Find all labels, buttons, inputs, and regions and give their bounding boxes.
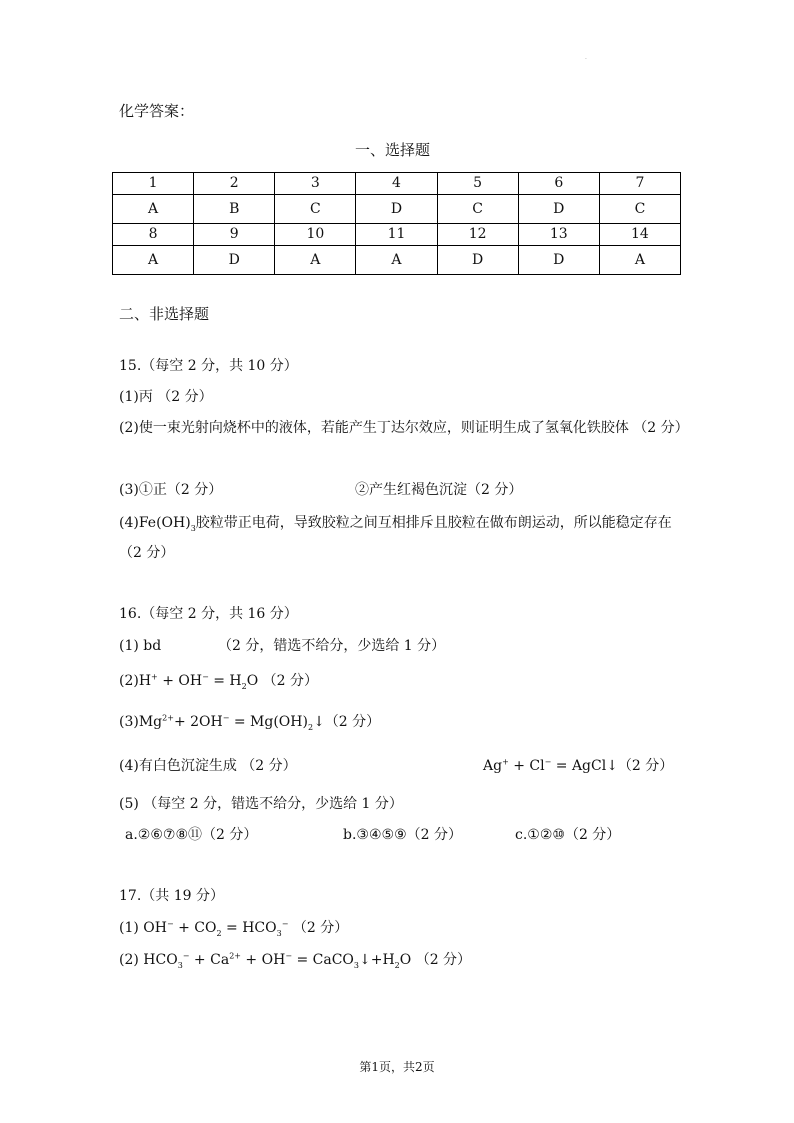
q16-answer-1-right: （2 分，错选不给分，少选给 1 分） — [218, 638, 446, 654]
q15-a4-post: 胶粒带正电荷，导致胶粒之间互相排斥且胶粒在做布朗运动，所以能稳定存在（2 分） — [119, 515, 672, 561]
table-cell: D — [437, 246, 518, 275]
q16-a2-text: O （2 分） — [246, 673, 319, 689]
q17-a1-sub: 3 — [276, 928, 282, 938]
q16-a2-sup: − — [202, 672, 209, 682]
q17-a2-text: + Ca — [189, 952, 230, 968]
q16-a3-text: ↓（2 分） — [313, 714, 381, 730]
table-cell: 3 — [275, 173, 356, 195]
q15-a4-pre: (4)Fe(OH) — [119, 515, 191, 531]
q16-a3-text: (3)Mg — [119, 714, 163, 730]
q17-a1-sup: − — [281, 919, 289, 929]
q16-answer-1-left: (1) bd — [119, 638, 162, 654]
q17-a2-text: = CaCO — [292, 952, 354, 968]
q17-answer-1 — [119, 918, 348, 938]
table-cell: C — [437, 195, 518, 224]
q16-a4-text: = AgCl↓（2 分） — [551, 758, 674, 774]
q16-answer-4-right — [483, 756, 673, 776]
q16-answer-4-left: (4)有白色沉淀生成 （2 分） — [119, 758, 297, 774]
table-cell: A — [275, 246, 356, 275]
table-cell: 10 — [275, 224, 356, 246]
q17-answer-2 — [119, 950, 471, 970]
table-cell: B — [194, 195, 275, 224]
table-cell: C — [275, 195, 356, 224]
q16-a4-sup: + — [502, 757, 509, 767]
q17-a2-text: O （2 分） — [399, 952, 472, 968]
table-cell: D — [194, 246, 275, 275]
page-footer: 第1页，共2页 — [359, 1060, 435, 1074]
q17-a2-text: (2) HCO — [119, 952, 178, 968]
q17-a1-text: = HCO — [221, 920, 277, 936]
q15-answer-3-right: ②产生红褐色沉淀（2 分） — [355, 482, 523, 498]
q17-a2-sup: 2+ — [229, 951, 241, 961]
q15-a4-sub: 3 — [190, 523, 196, 533]
q16-a3-sup: − — [222, 713, 230, 723]
answer-table — [112, 172, 681, 275]
table-row-numbers-2 — [113, 224, 681, 246]
table-cell: 2 — [194, 173, 275, 195]
q16-a2-text: (2)H — [119, 673, 152, 689]
q17-a1-text: (1) OH — [119, 920, 167, 936]
q16-a4-sup: − — [544, 757, 552, 767]
table-cell: 14 — [599, 224, 680, 246]
q17-a2-sup: − — [285, 951, 293, 961]
table-cell: A — [599, 246, 680, 275]
q17-a2-sub: 3 — [177, 960, 183, 970]
table-cell: A — [113, 246, 194, 275]
table-cell: D — [518, 195, 599, 224]
page-mark: · — [585, 56, 587, 63]
table-cell: D — [518, 246, 599, 275]
section2-title: 二、非选择题 — [119, 305, 210, 323]
q17-a1-text: （2 分） — [288, 920, 349, 936]
q16-title: 16.（每空 2 分，共 16 分） — [119, 606, 298, 622]
q16-a3-text: + 2OH — [173, 714, 223, 730]
table-cell: D — [356, 195, 437, 224]
q15-title: 15.（每空 2 分，共 10 分） — [119, 358, 298, 374]
q16-a2-text: = H — [208, 673, 242, 689]
table-row-numbers-1 — [113, 173, 681, 195]
table-cell: 6 — [518, 173, 599, 195]
table-cell: 1 — [113, 173, 194, 195]
table-cell: A — [356, 246, 437, 275]
q17-a2-sub: 2 — [394, 960, 400, 970]
q17-a1-text: + CO — [173, 920, 217, 936]
q16-answer-5c: c.①②⑩（2 分） — [515, 827, 621, 843]
table-row-answers-1 — [113, 195, 681, 224]
q16-a4-text: Ag — [483, 758, 503, 774]
q15-answer-1: (1)丙 （2 分） — [119, 389, 213, 405]
q16-answer-5b: b.③④⑤⑨（2 分） — [343, 827, 462, 843]
q16-answer-5: (5) （每空 2 分，错选不给分，少选给 1 分） — [119, 796, 403, 812]
section1-title: 一、选择题 — [355, 141, 431, 159]
q17-a2-sup: − — [182, 951, 190, 961]
q15-answer-3-left: (3)①正（2 分） — [119, 482, 223, 498]
table-cell: 12 — [437, 224, 518, 246]
q16-a2-text: + OH — [157, 673, 203, 689]
q15-answer-4 — [119, 508, 689, 568]
q17-a1-sup: − — [166, 919, 174, 929]
table-cell: C — [599, 195, 680, 224]
table-cell: 9 — [194, 224, 275, 246]
table-cell: 13 — [518, 224, 599, 246]
table-row-answers-2 — [113, 246, 681, 275]
table-cell: 5 — [437, 173, 518, 195]
page-heading: 化学答案： — [119, 102, 195, 120]
q16-answer-3 — [119, 712, 380, 732]
q17-title: 17.（共 19 分） — [119, 888, 224, 904]
q17-a1-sub: 2 — [216, 928, 222, 938]
q17-a2-text: + OH — [240, 952, 286, 968]
q16-answer-5a: a.②⑥⑦⑧⑪（2 分） — [125, 827, 258, 843]
q17-a2-sub: 3 — [353, 960, 359, 970]
q16-a4-text: + Cl — [508, 758, 545, 774]
q16-a3-text: = Mg(OH) — [229, 714, 308, 730]
table-cell: 4 — [356, 173, 437, 195]
q16-a2-sub: 2 — [241, 681, 247, 691]
table-cell: A — [113, 195, 194, 224]
q15-answer-2: (2)使一束光射向烧杯中的液体，若能产生丁达尔效应，则证明生成了氢氧化铁胶体 （2 分） — [119, 420, 689, 436]
q16-a3-sup: 2+ — [162, 713, 174, 723]
table-cell: 7 — [599, 173, 680, 195]
q16-a3-sub: 2 — [307, 722, 314, 732]
q16-answer-2 — [119, 671, 318, 691]
q16-a2-sup: + — [151, 672, 158, 682]
q17-a2-text: ↓+H — [359, 952, 395, 968]
table-cell: 11 — [356, 224, 437, 246]
table-cell: 8 — [113, 224, 194, 246]
